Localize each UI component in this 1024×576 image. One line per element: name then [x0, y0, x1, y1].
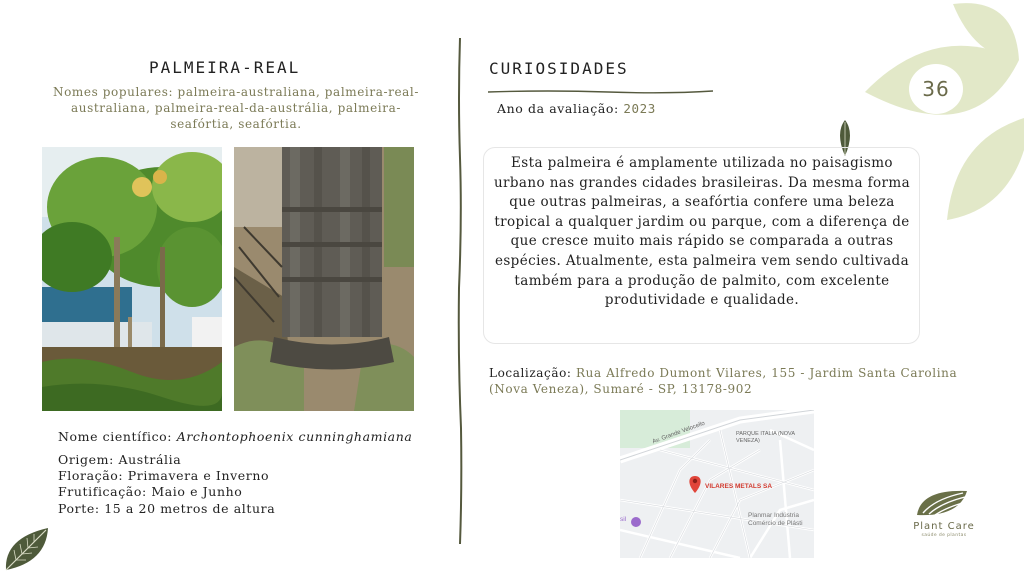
map-poi-line-1: Planmar Indústria — [748, 512, 799, 519]
map-poi-label — [748, 512, 803, 528]
leaf-decoration-icon — [2, 526, 52, 576]
page-number: 36 — [909, 64, 963, 114]
size-fact: Porte: 15 a 20 metros de altura — [58, 501, 276, 516]
evaluation-year-label: Ano da avaliação: — [497, 101, 619, 116]
origin-fact: Origem: Austrália — [58, 452, 182, 467]
popular-names-label: Nomes populares: — [52, 85, 174, 99]
popular-names-value: palmeira-australiana, palmeira-real-australiana, palmeira-real-da-austrália, palmeira-seafórtia, seafórtia. — [71, 85, 420, 131]
corner-leaves-decoration — [855, 0, 1024, 234]
title-underline — [488, 80, 713, 99]
column-divider — [456, 38, 464, 548]
popular-names — [40, 84, 432, 132]
palm-garden-photo — [42, 147, 222, 411]
logo-tagline: saúde de plantas — [921, 533, 967, 538]
evaluation-year — [497, 101, 656, 116]
evaluation-year-value: 2023 — [623, 101, 656, 116]
location — [489, 366, 969, 397]
curiosities-title: CURIOSIDADES — [489, 59, 629, 78]
scientific-name-label: Nome científico: — [58, 429, 173, 444]
location-map[interactable] — [620, 410, 814, 558]
plant-care-logo-icon — [915, 487, 971, 523]
curiosity-text: Esta palmeira é amplamente utilizada no paisagismo urbano nas grandes cidades brasileiras. Da mesma forma que outras palmeiras, a seafórtia confere uma beleza tropical a qualquer jardim ou parque, com a diferença de que cresce muito mais rápido se comparada a outras espécies. Atualmente, esta palmeira vem sendo cultivada também para a produção de palmito, com excelente produtividade e qualidade. — [493, 155, 911, 309]
map-edge-label: sil — [620, 516, 627, 523]
logo-name: Plant Care — [913, 521, 975, 532]
scientific-name — [58, 429, 412, 444]
fruiting-fact: Frutificação: Maio e Junho — [58, 484, 243, 499]
location-label: Localização: — [489, 366, 572, 380]
location-value: Rua Alfredo Dumont Vilares, 155 - Jardim Santa Carolina (Nova Veneza), Sumaré - SP, 13178-902 — [489, 366, 958, 396]
map-poi-line-2: Comércio de Plásti — [748, 520, 803, 527]
flowering-fact: Floração: Primavera e Inverno — [58, 468, 270, 483]
map-pin-label: VILARES METALS SA — [705, 483, 773, 490]
map-district-label: PARQUE ITALIA (NOVA VENEZA) — [736, 431, 795, 444]
palm-trunk-photo — [234, 147, 414, 411]
map-street-label: Av. Grande Velocello — [651, 420, 706, 446]
scientific-name-value: Archontophoenix cunninghamiana — [176, 429, 413, 444]
plant-title: PALMEIRA-REAL — [149, 58, 301, 77]
